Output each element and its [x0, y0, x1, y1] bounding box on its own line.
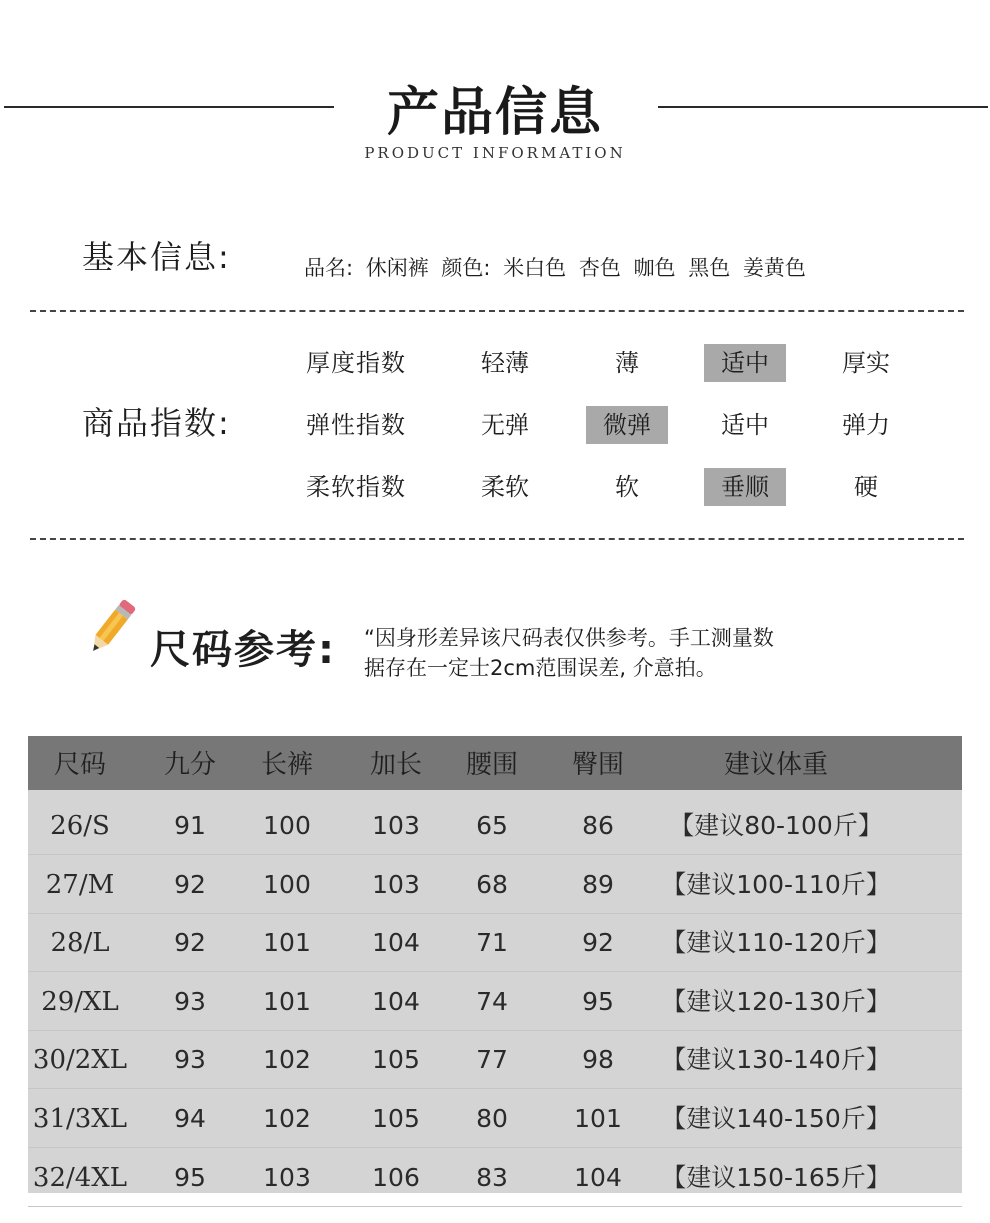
table-row: [28, 1089, 962, 1148]
table-cell: 93: [174, 986, 206, 1016]
table-cell: 92: [174, 928, 206, 958]
table-cell: 31/3XL: [32, 1104, 128, 1134]
index-row-name: 厚度指数: [306, 349, 406, 377]
index-option: 弹力: [842, 411, 890, 439]
index-option-selected: 微弹: [586, 406, 668, 444]
table-cell: 103: [263, 1162, 311, 1192]
product-index-label: 商品指数:: [82, 404, 231, 442]
table-cell: 101: [574, 1104, 622, 1133]
table-row: [28, 796, 962, 855]
table-header-cell: 长裤: [260, 750, 313, 780]
table-cell: 【建议150-165斤】: [661, 1162, 891, 1192]
table-cell: 80: [476, 1104, 508, 1133]
table-cell: 95: [582, 986, 614, 1016]
index-option: 轻薄: [481, 349, 529, 377]
page-title: 产品信息: [386, 82, 603, 143]
table-cell: 32/4XL: [32, 1162, 128, 1193]
table-header-cell: 臀围: [571, 750, 624, 780]
table-cell: 28/L: [50, 928, 110, 959]
size-note-line-2: 据存在一定士2cm范围误差, 介意拍。: [364, 656, 717, 680]
table-cell: 103: [372, 869, 420, 899]
table-cell: 95: [174, 1162, 206, 1192]
table-cell: 【建议110-120斤】: [661, 928, 891, 958]
divider-bottom: [30, 538, 964, 540]
table-header-cell: 加长: [369, 750, 422, 780]
table-header-cell: 九分: [163, 750, 216, 780]
size-note-line-1: “因身形差异该尺码表仅供参考。手工测量数: [364, 626, 774, 650]
table-cell: 100: [263, 811, 311, 840]
table-cell: 104: [372, 986, 420, 1016]
table-cell: 【建议130-140斤】: [661, 1045, 891, 1075]
table-row: [28, 1030, 962, 1089]
table-cell: 【建议140-150斤】: [661, 1104, 891, 1133]
table-cell: 105: [372, 1104, 420, 1133]
table-row: [28, 972, 962, 1031]
index-option: 薄: [615, 349, 639, 377]
index-option: 适中: [721, 411, 769, 439]
table-cell: 【建议100-110斤】: [661, 869, 891, 899]
table-cell: 105: [372, 1045, 420, 1075]
page-subtitle: PRODUCT INFORMATION: [364, 144, 626, 162]
table-cell: 91: [174, 811, 206, 840]
table-cell: 27/M: [45, 869, 115, 900]
table-row: [28, 855, 962, 914]
table-cell: 65: [476, 811, 508, 840]
index-row-name: 柔软指数: [306, 473, 406, 501]
table-row: [28, 913, 962, 972]
table-row: [28, 1148, 962, 1207]
index-option: 硬: [854, 473, 878, 501]
basic-info-label: 基本信息:: [82, 238, 231, 276]
table-cell: 100: [263, 869, 311, 899]
table-cell: 102: [263, 1104, 311, 1133]
table-cell: 94: [174, 1104, 206, 1133]
table-cell: 77: [476, 1045, 508, 1075]
index-option-selected: 垂顺: [704, 468, 786, 506]
size-table: [28, 736, 962, 1193]
size-table-header: [28, 736, 962, 790]
table-cell: 68: [476, 869, 508, 899]
table-cell: 102: [263, 1045, 311, 1075]
table-cell: 92: [582, 928, 614, 958]
index-row-name: 弹性指数: [306, 411, 406, 439]
index-option: 无弹: [481, 411, 529, 439]
table-header-cell: 腰围: [465, 750, 518, 780]
divider-top: [30, 310, 964, 312]
table-cell: 104: [574, 1162, 622, 1192]
index-option-selected: 适中: [704, 344, 786, 382]
table-cell: 106: [372, 1162, 420, 1192]
table-cell: 26/S: [50, 811, 110, 841]
table-cell: 92: [174, 869, 206, 899]
table-cell: 83: [476, 1162, 508, 1192]
table-cell: 103: [372, 811, 420, 840]
table-cell: 30/2XL: [32, 1045, 128, 1076]
table-cell: 【建议120-130斤】: [661, 986, 891, 1016]
table-cell: 101: [263, 928, 311, 958]
table-cell: 86: [582, 811, 614, 840]
table-header-cell: 尺码: [53, 750, 106, 780]
index-option: 厚实: [842, 349, 890, 377]
table-cell: 29/XL: [41, 986, 119, 1017]
table-header-cell: 建议体重: [723, 750, 828, 780]
table-cell: 【建议80-100斤】: [669, 811, 883, 840]
basic-info-text: 品名: 休闲裤 颜色: 米白色 杏色 咖色 黑色 姜黄色: [304, 256, 806, 280]
table-cell: 93: [174, 1045, 206, 1075]
pencil-icon: [78, 595, 144, 661]
table-cell: 98: [582, 1045, 614, 1075]
index-option: 软: [615, 473, 639, 501]
table-cell: 74: [476, 986, 508, 1016]
table-cell: 71: [476, 928, 508, 958]
table-cell: 89: [582, 869, 614, 899]
table-cell: 104: [372, 928, 420, 958]
index-option: 柔软: [481, 473, 529, 501]
table-cell: 101: [263, 986, 311, 1016]
size-reference-label: 尺码参考:: [150, 627, 336, 673]
